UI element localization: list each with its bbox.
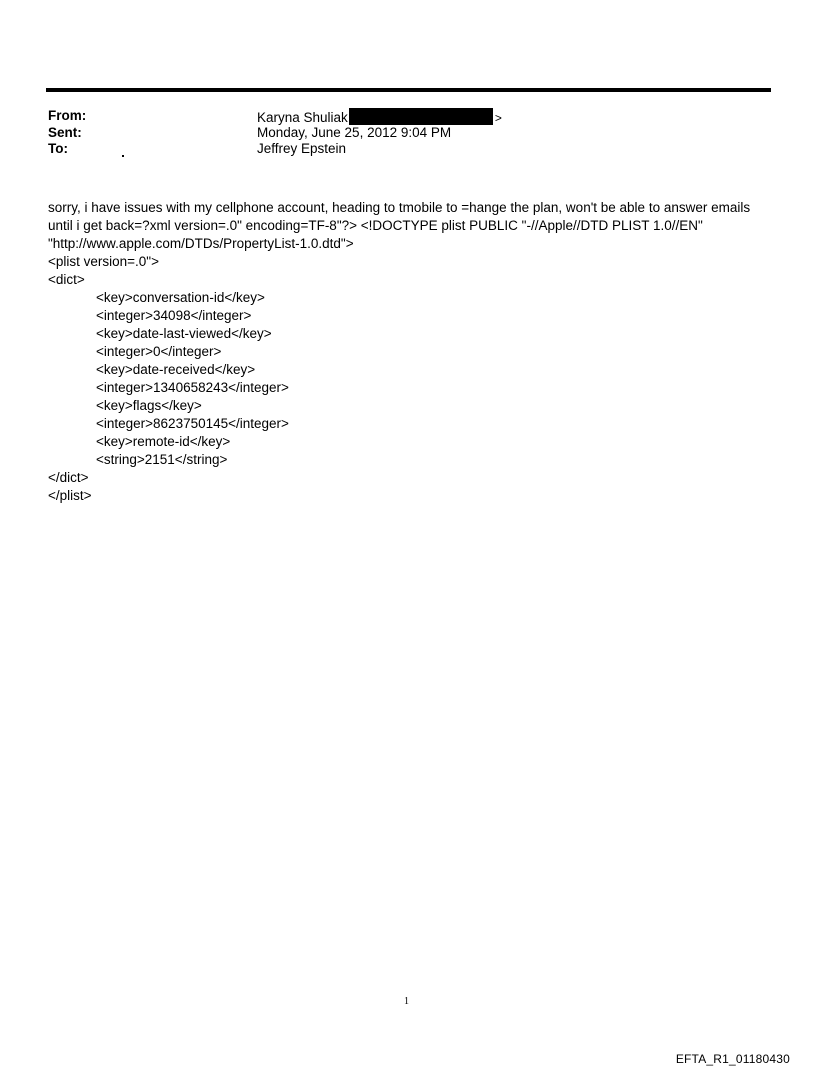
redaction-block: [349, 108, 493, 125]
body-line: <key>date-received</key>: [96, 362, 256, 377]
sent-row: [48, 125, 748, 142]
email-header: [48, 108, 748, 158]
body-line: <string>2151</string>: [96, 452, 228, 467]
body-line: <integer>8623750145</integer>: [96, 416, 289, 431]
body-line: <integer>1340658243</integer>: [96, 380, 289, 395]
body-line: <key>date-last-viewed</key>: [96, 326, 272, 341]
sent-label: Sent:: [48, 124, 82, 140]
stray-mark: [122, 155, 124, 157]
body-line: <key>remote-id</key>: [96, 434, 231, 449]
body-line: <integer>0</integer>: [96, 344, 222, 359]
body-line: <plist version=.0">: [48, 254, 159, 269]
body-line: </dict>: [48, 470, 89, 485]
body-line: <dict>: [48, 272, 85, 287]
to-value: Jeffrey Epstein: [257, 141, 347, 156]
body-line: <key>conversation-id</key>: [96, 290, 265, 305]
email-body: [48, 199, 768, 505]
bates-number: EFTA_R1_01180430: [675, 1052, 790, 1066]
body-line: <integer>34098</integer>: [96, 308, 252, 323]
body-line: "http://www.apple.com/DTDs/PropertyList-1.0.dtd">: [48, 236, 354, 251]
body-line: sorry, i have issues with my cellphone account, heading to tmobile to =hange the plan, won't be able to answer emails: [48, 200, 751, 215]
to-label: To:: [48, 141, 68, 156]
from-suffix: >: [494, 111, 502, 125]
from-row: [48, 108, 748, 125]
from-value: Karyna Shuliak: [257, 110, 348, 125]
body-line: </plist>: [48, 488, 92, 503]
from-label: From:: [48, 108, 87, 123]
body-line: <key>flags</key>: [96, 398, 202, 413]
page-number: 1: [404, 996, 409, 1007]
sent-value: Monday, June 25, 2012 9:04 PM: [257, 124, 452, 140]
body-line: until i get back=?xml version=.0" encoding=TF-8"?> <!DOCTYPE plist PUBLIC "-//Apple//DTD PLIST 1.0//EN": [48, 218, 703, 233]
to-row: [48, 141, 748, 158]
header-divider: [46, 88, 771, 92]
from-value-wrapper: [257, 108, 502, 126]
